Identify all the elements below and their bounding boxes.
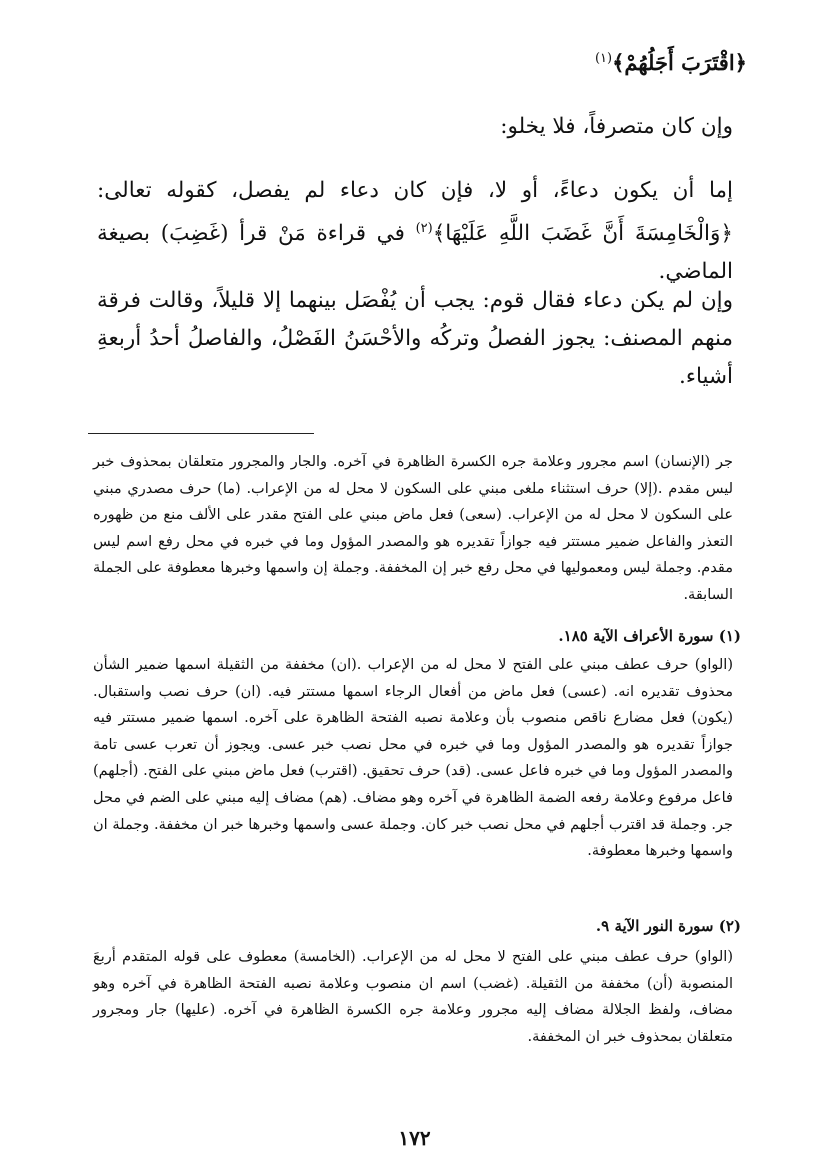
paragraph-2 [97,172,733,291]
footnote-2-analysis: (الواو) حرف عطف مبني على الفتح لا محل له من الإعراب. (الخامسة) معطوف على قوله المتقدم أربعَ المنصوبة (أن) مخففة من الثقيلة. (غضب) اسم ان منصوب وعلامة نصبه الفتحة الظاهرة في آخره وهو مضاف، ولفظ الجلالة مضاف إليه مجرور وعلامة جره الكسرة الظاهرة في آخره. (عليها) جار ومجرور متعلقان بمحذوف خبر ان المخففة. [93,949,733,1045]
footnote-1-analysis: (الواو) حرف عطف مبني على الفتح لا محل له من الإعراب .(ان) مخففة من الثقيلة اسمها ضمير الشأن محذوف تقديره انه. (عسى) فعل ماض من أفعال الرجاء اسمها مستتر فيه. (ان) حرف نصب واستقبال. (يكون) فعل مضارع ناقص منصوب بأن وعلامة نصبه الفتحة الظاهرة على آخره. اسمها ضمير مستتر فيه جوازاً تقديره هو والمصدر المؤول وما في خبره في محل نصب خبر عسى. ويجوز أن تعرب عسى تامة والمصدر المؤول وما في خبره فاعل عسى. (قد) حرف تحقيق. (اقترب) فعل ماض مبني على الفتح. (أجلهم) فاعل مرفوع وعلامة رفعه الضمة الظاهرة في آخره وهو مضاف. (هم) مضاف إليه مبني على الضم في محل جر. وجملة قد اقترب أجلهم في محل نصب خبر كان. وجملة عسى واسمها وخبرها خبر ان مخففة. وجملة ان واسمها وخبرها معطوفة. [93,657,733,860]
quranic-quote: ﴿وَالْخَامِسَةَ أَنَّ غَضَبَ اللَّهِ عَلَيْهَا﴾ [432,221,733,247]
page-header [595,50,747,75]
footnote-continuation: جر (الإنسان) اسم مجرور وعلامة جره الكسرة الظاهرة في آخره. والجار والمجرور متعلقان بمحذوف خبر ليس مقدم .(إلا) حرف استثناء ملغى مبني على السكون لا محل له من الإعراب. (ما) حرف مصدري مبني على السكون لا محل له من الإعراب. (سعى) فعل ماض مبني على الفتح مقدر على الألف منع من ظهوره التعذر والفاعل ضمير مستتر فيه جوازاً تقديره هو والمصدر المؤول وما في خبره في محل رفع اسم ليس مقدم. وجملة ليس ومعموليها في محل رفع خبر إن المخففة. وجملة إن واسمها وخبرها معطوفة على الجملة السابقة. [93,454,733,603]
page-number: ١٧٢ [398,1126,431,1150]
footnote-source-2: (٢) سورة النور الآية ٩. [595,917,741,935]
footnote-source-1: (١) سورة الأعراف الآية ١٨٥. [558,627,741,645]
paragraph-3: وإن لم يكن دعاء فقال قوم: يجب أن يُفْصَل بينهما إلا قليلاً، وقالت فرقة منهم المصنف: يجوز الفصلُ وتركُه والأحْسَنُ الفَصْلُ، والفاصلُ أحدُ أربعةِ أشياء. [97,288,733,389]
paragraph-2-after: في قراءة مَنْ قرأ (غَضِبَ) بصيغة الماضي. [97,221,733,285]
header-footnote-ref: (١) [594,51,613,66]
footnote-separator [88,433,314,434]
header-quranic-quote: ﴿اقْتَرَبَ أَجَلُهُمْ﴾ [612,50,747,75]
paragraph-1: وإن كان متصرفاً، فلا يخلو: [500,114,733,139]
footnote-ref-2: (٢) [415,221,433,236]
paragraph-2-text: إما أن يكون دعاءً، أو لا، فإن كان دعاء لم يفصل، كقوله تعالى: [97,178,733,203]
